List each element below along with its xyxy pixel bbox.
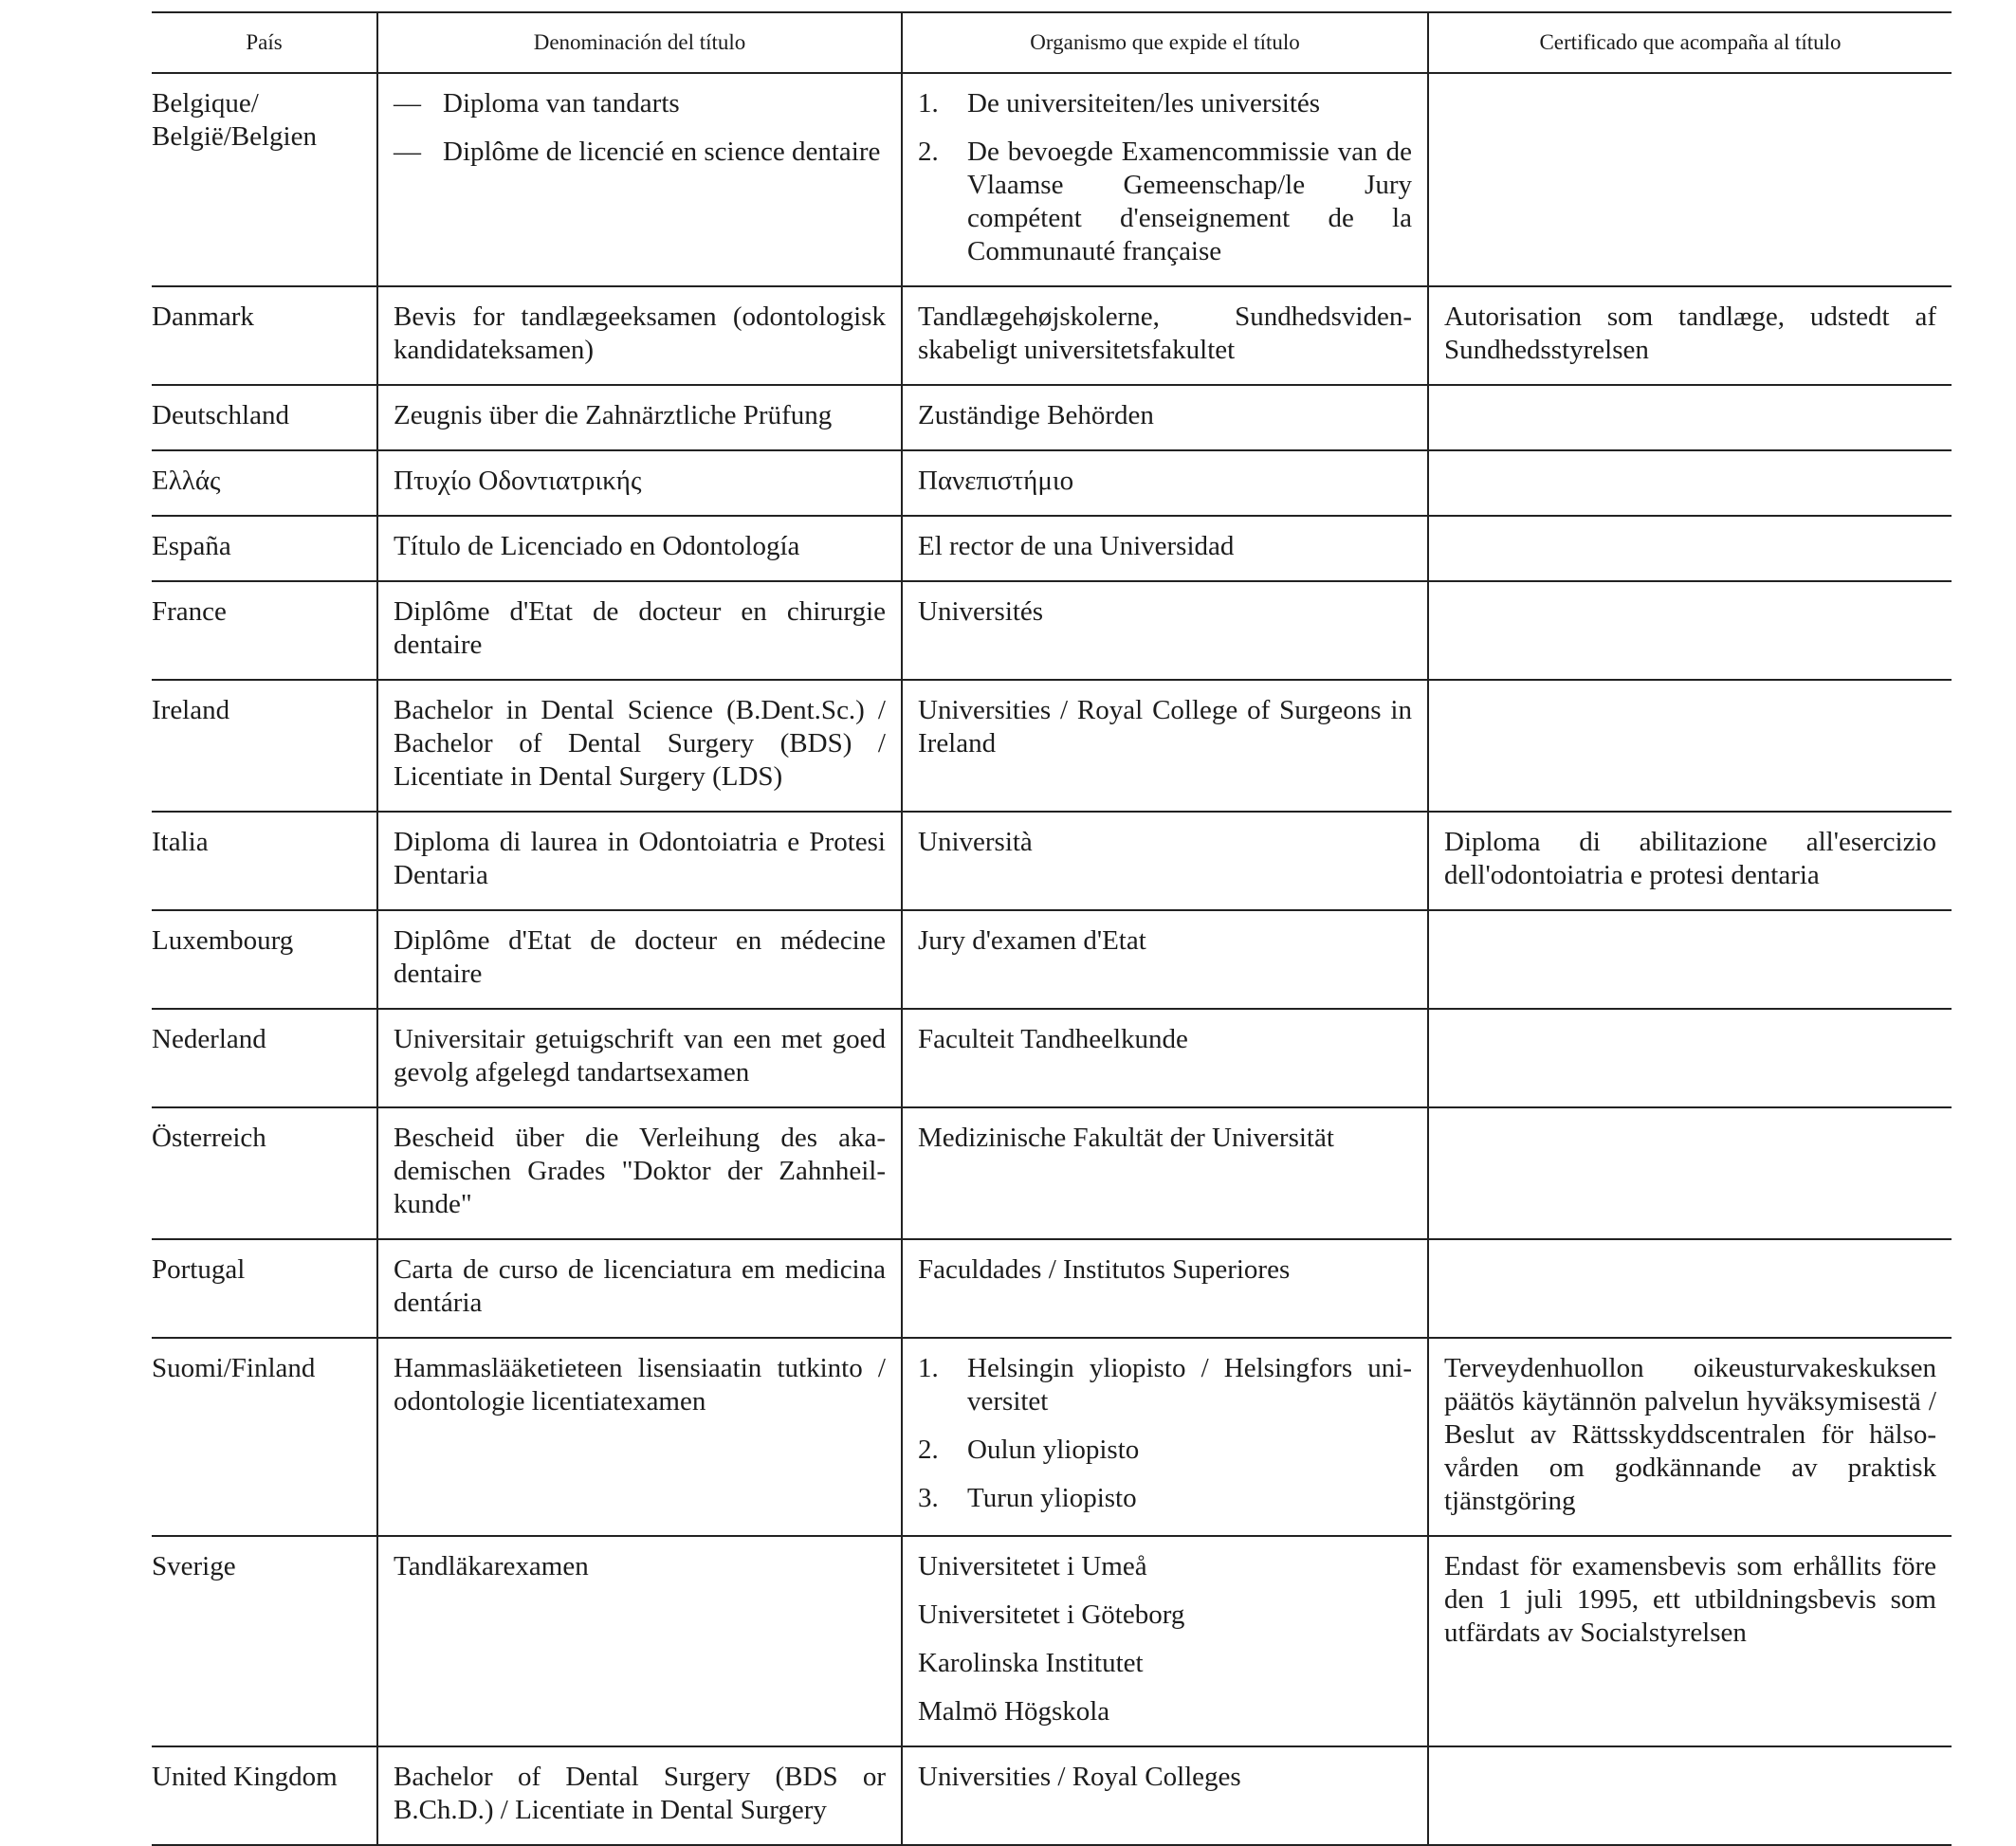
- table-row: [152, 286, 1952, 385]
- title-cell: [377, 581, 902, 680]
- country-cell: Ireland: [152, 680, 377, 812]
- issuing-body-text: Universities / Royal College of Surgeons in Ireland: [918, 695, 1412, 759]
- title-text: Carta de curso de licenciatura em medicina dentária: [394, 1254, 886, 1318]
- issuing-body-cell: [902, 1536, 1428, 1746]
- title-text: Título de Licenciado en Odontología: [394, 531, 800, 561]
- issuing-body-text: Oulun yliopisto: [967, 1435, 1140, 1465]
- issuing-body-text: Πανεπιστήμιο: [918, 466, 1074, 496]
- issuing-body-text: Zuständige Behörden: [918, 400, 1154, 430]
- title-cell: [377, 1536, 902, 1746]
- country-cell: Ελλάς: [152, 450, 377, 516]
- diploma-table: [152, 11, 1952, 1846]
- title-cell: [377, 1107, 902, 1239]
- country-cell: United Kingdom: [152, 1746, 377, 1845]
- issuing-body-text: Karolinska Institutet: [918, 1648, 1144, 1678]
- issuing-body-text: Universités: [918, 596, 1044, 627]
- title-text: Diploma van tandarts: [443, 88, 680, 119]
- issuing-body-cell: [902, 910, 1428, 1009]
- list-item: [918, 1434, 1412, 1467]
- table-row: [152, 1338, 1952, 1536]
- title-cell: [377, 812, 902, 910]
- title-cell: [377, 910, 902, 1009]
- certificate-cell: [1428, 680, 1952, 812]
- table-row: [152, 516, 1952, 581]
- issuing-body-text: Tandlægehøjskolerne, Sundhedsvidenskabeligt universitetsfakultet: [918, 302, 1412, 365]
- issuing-body-text: De universiteiten/les universités: [967, 88, 1321, 119]
- issuing-body-cell: [902, 73, 1428, 286]
- issuing-body-cell: [902, 1107, 1428, 1239]
- table-row: [152, 385, 1952, 450]
- title-cell: [377, 385, 902, 450]
- list-item: [918, 87, 1412, 120]
- number-marker: 3.: [918, 1483, 939, 1513]
- issuing-body-cell: [902, 450, 1428, 516]
- title-text: Hammaslääketieteen lisensiaatin tutkinto / odontologie licentiatexamen: [394, 1353, 886, 1416]
- issuing-body-text: Università: [918, 827, 1033, 857]
- list-item: [394, 87, 886, 120]
- issuing-body-cell: [902, 1009, 1428, 1107]
- certificate-cell: [1428, 385, 1952, 450]
- table-row: [152, 812, 1952, 910]
- header-issuing-body: Organismo que expide el título: [902, 12, 1428, 73]
- issuing-body-cell: [902, 1338, 1428, 1536]
- title-text: Bescheid über die Verleihung des akademischen Grades "Doktor der Zahnheilkunde": [394, 1123, 886, 1219]
- issuing-body-cell: [902, 385, 1428, 450]
- country-cell: Deutschland: [152, 385, 377, 450]
- issuing-body-text: Malmö Högskola: [918, 1696, 1110, 1727]
- title-text: Diplôme d'Etat de docteur en chirurgie dentaire: [394, 596, 886, 660]
- table-row: [152, 73, 1952, 286]
- certificate-cell: Autorisation som tandlæge, udstedt af Sundhedsstyrelsen: [1428, 286, 1952, 385]
- issuing-body-text: Helsingin yliopisto / Helsingfors universitet: [967, 1353, 1412, 1416]
- issuing-body-cell: [902, 286, 1428, 385]
- issuing-body-text: Faculdades / Institutos Superiores: [918, 1254, 1291, 1285]
- title-cell: [377, 450, 902, 516]
- header-title: Denominación del título: [377, 12, 902, 73]
- list-item: [918, 136, 1412, 268]
- certificate-cell: [1428, 73, 1952, 286]
- title-cell: [377, 680, 902, 812]
- table-row: [152, 1009, 1952, 1107]
- title-text: Diplôme d'Etat de docteur en médecine dentaire: [394, 925, 886, 989]
- header-row: [152, 12, 1952, 73]
- list-item: [918, 1352, 1412, 1418]
- issuing-body-text: Jury d'examen d'Etat: [918, 925, 1146, 956]
- header-certificate: Certificado que acompaña al título: [1428, 12, 1952, 73]
- certificate-cell: [1428, 1107, 1952, 1239]
- header-country: País: [152, 12, 377, 73]
- table-row: [152, 1536, 1952, 1746]
- country-cell: France: [152, 581, 377, 680]
- document-page: [152, 11, 1952, 1846]
- certificate-cell: [1428, 910, 1952, 1009]
- title-text: Diploma di laurea in Odontoiatria e Protesi Dentaria: [394, 827, 886, 890]
- issuing-body-cell: [902, 680, 1428, 812]
- title-text: Tandläkarexamen: [394, 1551, 589, 1581]
- issuing-body-list: [918, 87, 1412, 268]
- country-cell: Portugal: [152, 1239, 377, 1338]
- country-cell: España: [152, 516, 377, 581]
- country-cell: Nederland: [152, 1009, 377, 1107]
- title-text: Zeugnis über die Zahnärztliche Prüfung: [394, 400, 833, 430]
- title-text: Diplôme de licencié en science dentaire: [443, 137, 881, 167]
- list-item: [394, 136, 886, 169]
- certificate-cell: [1428, 1746, 1952, 1845]
- country-cell: Suomi/Finland: [152, 1338, 377, 1536]
- table-row: [152, 1746, 1952, 1845]
- title-text: Bachelor of Dental Surgery (BDS or B.Ch.D.) / Licentiate in Dental Surgery: [394, 1762, 886, 1825]
- title-cell: [377, 286, 902, 385]
- country-cell: Österreich: [152, 1107, 377, 1239]
- issuing-body-text: De bevoegde Examencommissie van de Vlaamse Gemeenschap/le Jury compétent d'enseignement de la Communauté française: [967, 137, 1412, 266]
- country-cell: Danmark: [152, 286, 377, 385]
- issuing-body-list: [918, 1352, 1412, 1515]
- title-cell: [377, 1239, 902, 1338]
- table-row: [152, 680, 1952, 812]
- certificate-cell: [1428, 1239, 1952, 1338]
- list-item: [918, 1482, 1412, 1515]
- table-row: [152, 450, 1952, 516]
- title-text: Universitair getuigschrift van een met goed gevolg afgelegd tandartsexamen: [394, 1024, 886, 1087]
- issuing-body-cell: [902, 1239, 1428, 1338]
- certificate-cell: Diploma di abilitazione all'esercizio dell'odontoiatria e protesi dentaria: [1428, 812, 1952, 910]
- issuing-body-cell: [902, 1746, 1428, 1845]
- number-marker: 1.: [918, 88, 939, 119]
- issuing-body-text: El rector de una Universidad: [918, 531, 1235, 561]
- issuing-body-text: Universitetet i Göteborg: [918, 1599, 1185, 1630]
- number-marker: 2.: [918, 1435, 939, 1465]
- table-row: [152, 1107, 1952, 1239]
- certificate-cell: [1428, 516, 1952, 581]
- certificate-cell: [1428, 1009, 1952, 1107]
- issuing-body-text: Turun yliopisto: [967, 1483, 1137, 1513]
- issuing-body-text: Medizinische Fakultät der Universität: [918, 1123, 1334, 1153]
- title-cell: [377, 1338, 902, 1536]
- certificate-cell: [1428, 581, 1952, 680]
- title-text: Bevis for tandlægeeksamen (odontologisk kandidateksamen): [394, 302, 886, 365]
- table-body: [152, 73, 1952, 1845]
- country-cell: Italia: [152, 812, 377, 910]
- issuing-body-cell: [902, 516, 1428, 581]
- title-cell: [377, 1009, 902, 1107]
- country-cell: Luxembourg: [152, 910, 377, 1009]
- country-cell: Belgique/ België/Belgien: [152, 73, 377, 286]
- title-cell: [377, 516, 902, 581]
- issuing-body-text: Universities / Royal Colleges: [918, 1762, 1241, 1792]
- title-cell: [377, 73, 902, 286]
- issuing-body-cell: [902, 581, 1428, 680]
- issuing-body-text: Universitetet i Umeå: [918, 1551, 1147, 1581]
- certificate-cell: Endast för examensbevis som erhållits före den 1 juli 1995, ett utbildningsbevis som utfärdats av Socialstyrelsen: [1428, 1536, 1952, 1746]
- certificate-cell: [1428, 450, 1952, 516]
- issuing-body-text: Faculteit Tandheelkunde: [918, 1024, 1188, 1054]
- dash-marker: —: [394, 88, 421, 119]
- title-list: [394, 87, 886, 169]
- certificate-cell: Terveydenhuollon oikeusturvakeskuksen päätös käytännön palvelun hyväksymisestä / Beslut av Rättsskyddscentralen för hälsovården om godkännande av praktisk tjänstgöring: [1428, 1338, 1952, 1536]
- title-text: Bachelor in Dental Science (B.Dent.Sc.) / Bachelor of Dental Surgery (BDS) / Licentiate in Dental Surgery (LDS): [394, 695, 886, 792]
- country-cell: Sverige: [152, 1536, 377, 1746]
- number-marker: 1.: [918, 1353, 939, 1383]
- table-row: [152, 910, 1952, 1009]
- table-row: [152, 581, 1952, 680]
- issuing-body-cell: [902, 812, 1428, 910]
- title-cell: [377, 1746, 902, 1845]
- dash-marker: —: [394, 137, 421, 167]
- number-marker: 2.: [918, 137, 939, 167]
- table-row: [152, 1239, 1952, 1338]
- title-text: Πτυχίο Οδοντιατρικής: [394, 466, 642, 496]
